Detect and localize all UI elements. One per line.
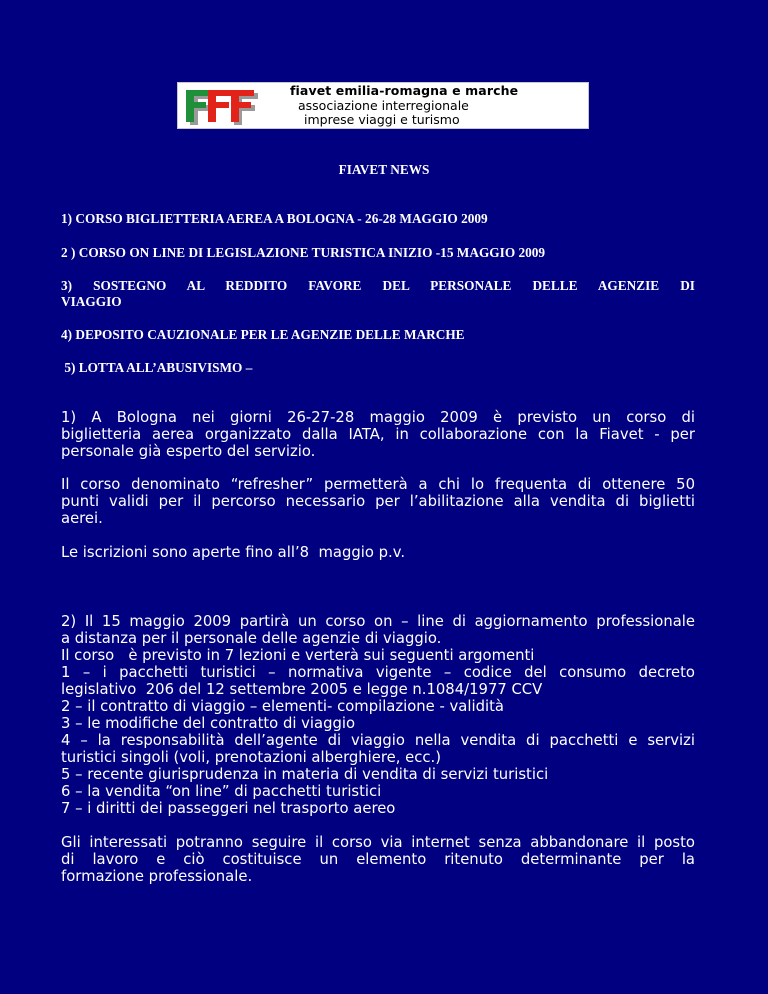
- section2-closing-line-2: di lavoro e ciò costituisce un elemento ritenuto determinante per la: [61, 851, 695, 868]
- section2-item-4-line-1: 4 – la responsabilità dell’agente di viaggio nella vendita di pacchetti e servizi: [61, 732, 695, 749]
- section2-closing-line-3: formazione professionale.: [61, 868, 253, 885]
- heading-3-line-1: 3) SOSTEGNO AL REDDITO FAVORE DEL PERSONALE DELLE AGENZIE DI: [61, 278, 695, 293]
- section2-item-5: 5 – recente giurisprudenza in materia di vendita di servizi turistici: [61, 766, 549, 783]
- section2-item-7: 7 – i diritti dei passeggeri nel trasporto aereo: [61, 800, 396, 817]
- section1-p2-line-1: Il corso denominato “refresher” permetterà a chi lo frequenta di ottenere 50: [61, 476, 695, 493]
- heading-1: 1) CORSO BIGLIETTERIA AEREA A BOLOGNA - 26-28 MAGGIO 2009: [61, 211, 488, 226]
- logo-text-block: [290, 84, 518, 128]
- section1-p2-line-3: aerei.: [61, 510, 103, 527]
- section2-item-1-line-2: legislativo 206 del 12 settembre 2005 e legge n.1084/1977 CCV: [61, 681, 543, 698]
- fiavet-logo-icon: [182, 87, 268, 127]
- section2-closing-line-1: Gli interessati potranno seguire il corso via internet senza abbandonare il posto: [61, 834, 695, 851]
- section2-intro-line-1: 2) Il 15 maggio 2009 partirà un corso on – line di aggiornamento professionale: [61, 613, 695, 630]
- section1-p3: Le iscrizioni sono aperte fino all’8 maggio p.v.: [61, 544, 406, 561]
- section1-p2-line-2: punti validi per il percorso necessario per l’abilitazione alla vendita di biglietti: [61, 493, 695, 510]
- section1-p1-line-1: 1) A Bologna nei giorni 26-27-28 maggio 2009 è previsto un corso di: [61, 409, 695, 426]
- page-title: FIAVET NEWS: [338, 162, 430, 177]
- heading-2: 2 ) CORSO ON LINE DI LEGISLAZIONE TURISTICA INIZIO -15 MAGGIO 2009: [61, 245, 546, 260]
- logo-line-2: associazione interregionale: [298, 97, 469, 113]
- section2-item-4-line-2: turistici singoli (voli, prenotazioni alberghiere, ecc.): [61, 749, 442, 766]
- section2-item-1-line-1: 1 – i pacchetti turistici – normativa vigente – codice del consumo decreto: [61, 664, 695, 681]
- section1-p1-line-3: personale già esperto del servizio.: [61, 443, 316, 460]
- section2-intro-line-2: a distanza per il personale delle agenzie di viaggio.: [61, 630, 442, 647]
- heading-5: 5) LOTTA ALL’ABUSIVISMO –: [61, 360, 253, 375]
- logo-line-3: imprese viaggi e turismo: [304, 112, 460, 127]
- heading-3-line-2: VIAGGIO: [61, 294, 122, 309]
- logo-line-1: fiavet emilia-romagna e marche: [290, 83, 519, 98]
- section2-intro-line-3: Il corso è previsto in 7 lezioni e verterà sui seguenti argomenti: [61, 647, 535, 664]
- section2-item-3: 3 – le modifiche del contratto di viaggio: [61, 715, 356, 732]
- fiavet-logo-banner: [177, 82, 589, 129]
- section2-item-2: 2 – il contratto di viaggio – elementi- compilazione - validità: [61, 698, 504, 715]
- section2-item-6: 6 – la vendita “on line” di pacchetti turistici: [61, 783, 382, 800]
- section1-p1-line-2: biglietteria aerea organizzato dalla IATA, in collaborazione con la Fiavet - per: [61, 426, 695, 443]
- heading-4: 4) DEPOSITO CAUZIONALE PER LE AGENZIE DELLE MARCHE: [61, 327, 465, 342]
